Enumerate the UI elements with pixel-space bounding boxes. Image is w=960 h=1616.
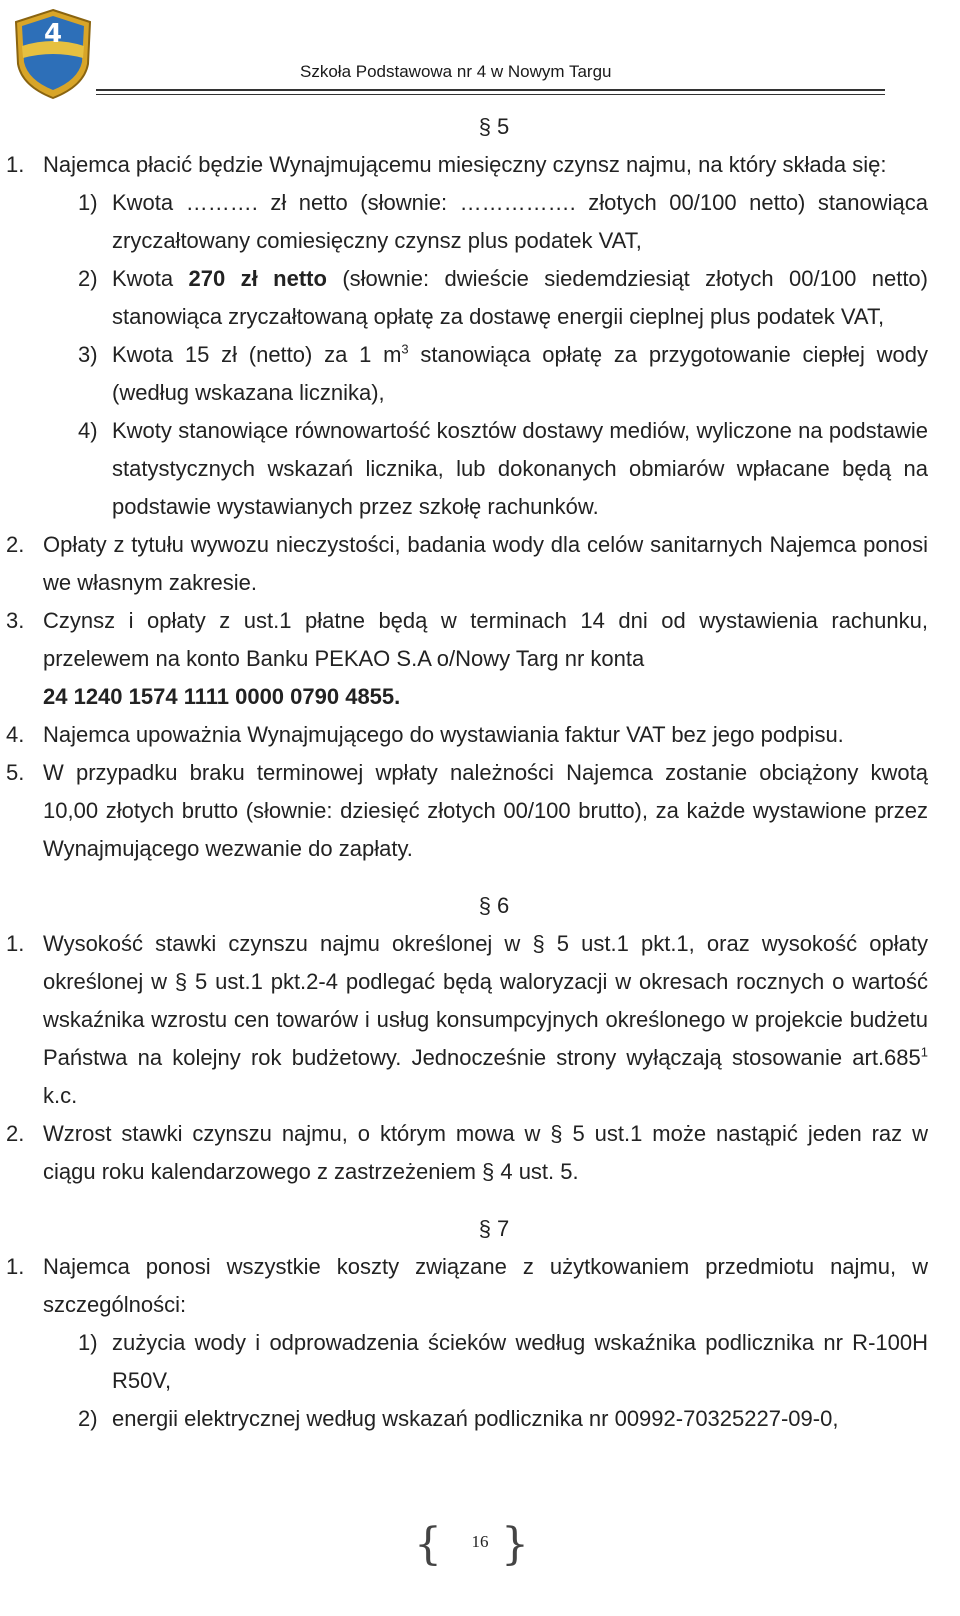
paragraph-number: 2.: [6, 532, 25, 557]
left-brace-decoration: {: [414, 1519, 442, 1570]
page-footer: [0, 1519, 960, 1570]
paragraph-text: Opłaty z tytułu wywozu nieczystości, badania wody dla celów sanitarnych Najemca ponosi we własnym zakresie.: [43, 532, 928, 595]
section-5-paragraph-3: [0, 602, 960, 716]
paragraph-text: Wzrost stawki czynszu najmu, o którym mowa w § 5 ust.1 może nastąpić jeden raz w ciągu roku kalendarzowego z zastrzeżeniem § 4 ust. 5.: [43, 1121, 928, 1184]
subitem-text-pre: Kwota 15 zł (netto) za 1 m: [112, 342, 402, 367]
header-rule-thin: [96, 94, 885, 95]
paragraph-text-post: k.c.: [43, 1083, 78, 1108]
paragraph-text: Czynsz i opłaty z ust.1 płatne będą w terminach 14 dni od wystawienia rachunku, przelewem na konto Banku PEKAO S.A o/Nowy Targ nr konta: [43, 608, 928, 671]
section-5-paragraph-2: [0, 526, 960, 602]
section-5-subitem-2: [0, 260, 960, 336]
paragraph-number: 2.: [6, 1121, 25, 1146]
subitem-number: 2): [78, 1406, 98, 1431]
subitem-text: Kwoty stanowiące równowartość kosztów dostawy mediów, wyliczone na podstawie statystycznych wskazań licznika, lub dokonanych obmiarów wpłacane będą na podstawie wystawianych przez szkołę rachunków.: [112, 418, 928, 519]
section-7-paragraph-1: [0, 1248, 960, 1324]
subitem-number: 4): [78, 418, 98, 443]
subitem-text: zużycia wody i odprowadzenia ścieków według wskaźnika podlicznika nr R-100H R50V,: [112, 1330, 928, 1393]
paragraph-number: 3.: [6, 608, 25, 633]
header-school-name: Szkoła Podstawowa nr 4 w Nowym Targu: [300, 62, 612, 81]
subitem-text-post: stanowiąca opłatę za przygotowanie ciepłej wody (według wskazana licznika),: [112, 342, 928, 405]
logo-number: 4: [43, 19, 63, 49]
section-7-subitem-2: [0, 1400, 960, 1438]
subitem-number: 1): [78, 190, 98, 215]
school-logo: [10, 6, 96, 102]
subitem-number: 3): [78, 342, 98, 367]
header-rule: [96, 89, 885, 91]
section-6-paragraph-2: [0, 1115, 960, 1191]
section-5-subitem-4: [0, 412, 960, 526]
paragraph-number: 1.: [6, 1254, 25, 1279]
paragraph-text: Najemca ponosi wszystkie koszty związane z użytkowaniem przedmiotu najmu, w szczególności:: [43, 1254, 928, 1317]
section-6-title: § 6: [478, 893, 510, 918]
bank-account-number: 24 1240 1574 1111 0000 0790 4855.: [43, 684, 401, 709]
paragraph-text: Najemca płacić będzie Wynajmującemu miesięczny czynsz najmu, na który składa się:: [43, 152, 887, 177]
subitem-text: energii elektrycznej według wskazań podlicznika nr 00992-70325227-09-0,: [112, 1406, 839, 1431]
subitem-number: 2): [78, 266, 98, 291]
section-5-paragraph-1: [0, 146, 960, 184]
paragraph-number: 1.: [6, 152, 25, 177]
subitem-text-pre: Kwota: [112, 266, 189, 291]
paragraph-number: 5.: [6, 760, 25, 785]
subitem-number: 1): [78, 1330, 98, 1355]
paragraph-text-pre: Wysokość stawki czynszu najmu określonej w § 5 ust.1 pkt.1, oraz wysokość opłaty określonej w § 5 ust.1 pkt.2-4 podlegać będą waloryzacji w okresach rocznych o wartość wskaźnika wzrostu cen towarów i usług konsumpcyjnych określonego w projekcie budżetu Państwa na kolejny rok budżetowy. Jednocześnie strony wyłączają stosowanie art.685: [43, 931, 928, 1070]
subitem-amount-bold: 270 zł netto: [188, 266, 327, 291]
subitem-text-post: (słownie: dwieście siedemdziesiąt złotych 00/100 netto) stanowiąca zryczałtowaną opłatę za dostawę energii cieplnej plus podatek VAT,: [112, 266, 928, 329]
section-6-paragraph-1: [0, 925, 960, 1115]
right-brace-decoration: }: [501, 1519, 529, 1570]
page-number: 16: [471, 1532, 489, 1551]
superscript: 3: [401, 341, 409, 357]
section-7-subitem-1: [0, 1324, 960, 1400]
document-body: [0, 108, 960, 1438]
paragraph-text: Najemca upoważnia Wynajmującego do wystawiania faktur VAT bez jego podpisu.: [43, 722, 844, 747]
section-7-title: § 7: [478, 1216, 510, 1241]
section-5-paragraph-4: [0, 716, 960, 754]
section-5-subitem-1: [0, 184, 960, 260]
section-5-subitem-3: [0, 336, 960, 412]
paragraph-number: 1.: [6, 931, 25, 956]
section-5-paragraph-5: [0, 754, 960, 868]
paragraph-number: 4.: [6, 722, 25, 747]
section-5-title: § 5: [478, 114, 510, 139]
superscript: 1: [920, 1044, 928, 1060]
paragraph-text: W przypadku braku terminowej wpłaty należności Najemca zostanie obciążony kwotą 10,00 złotych brutto (słownie: dziesięć złotych 00/100 brutto), za każde wystawione przez Wynajmującego wezwanie do zapłaty.: [43, 760, 928, 861]
subitem-text: Kwota ………. zł netto (słownie: ……………. złotych 00/100 netto) stanowiąca zryczałtowany comiesięczny czynsz plus podatek VAT,: [112, 190, 928, 253]
